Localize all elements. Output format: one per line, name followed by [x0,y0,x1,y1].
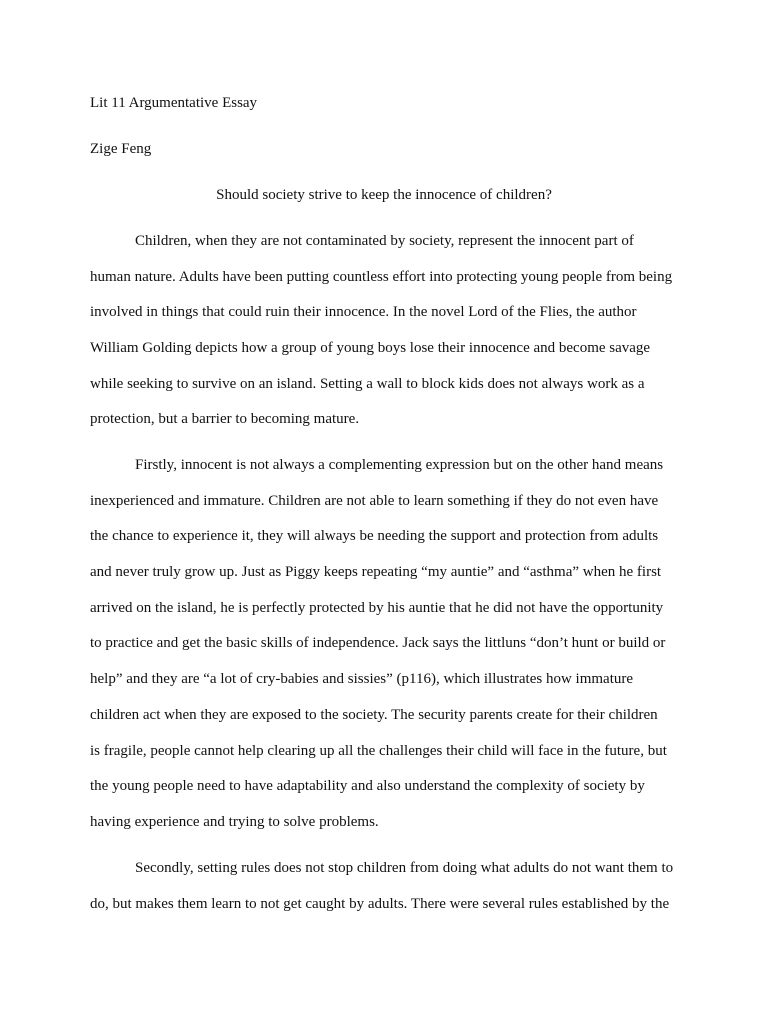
essay-title: Should society strive to keep the innocence of children? [216,187,552,203]
paragraph-line: to practice and get the basic skills of independence. Jack says the littluns “don’t hunt or build or [90,635,666,652]
paragraph-line: do, but makes them learn to not get caught by adults. There were several rules established by the [90,895,670,912]
paragraph-line: human nature. Adults have been putting countless effort into protecting young people from being [90,268,673,285]
paragraph-line: Firstly, innocent is not always a complementing expression but on the other hand means [135,457,664,473]
author-name: Zige Feng [90,141,152,157]
paragraph-2 [90,455,690,848]
paragraph-line: while seeking to survive on an island. Setting a wall to block kids does not always work as a [90,375,645,392]
paragraph-line: is fragile, people cannot help clearing up all the challenges their child will face in the future, but [90,742,667,759]
paragraph-line: protection, but a barrier to becoming mature. [90,411,360,428]
paragraph-line: having experience and trying to solve problems. [90,813,379,830]
paragraph-line: involved in things that could ruin their innocence. In the novel Lord of the Flies, the author [90,304,637,321]
paragraph-line: the chance to experience it, they will always be needing the support and protection from adults [90,528,659,545]
paragraph-line: children act when they are exposed to the society. The security parents create for their children [90,706,658,723]
paragraph-line: Children, when they are not contaminated by society, represent the innocent part of [135,233,634,249]
paragraph-line: inexperienced and immature. Children are not able to learn something if they do not even have [90,492,659,509]
paragraph-line: help” and they are “a lot of cry-babies and sissies” (p116), which illustrates how immature [90,671,634,688]
paragraph-line: Secondly, setting rules does not stop children from doing what adults do not want them to [135,860,674,876]
paragraph-line: and never truly grow up. Just as Piggy keeps repeating “my auntie” and “asthma” when he first [90,564,662,581]
paragraph-line: arrived on the island, he is perfectly protected by his auntie that he did not have the opportunity [90,599,664,616]
paragraph-3 [90,858,690,929]
paragraph-1 [90,231,690,445]
paragraph-line: William Golding depicts how a group of young boys lose their innocence and become savage [90,340,651,357]
paragraph-line: the young people need to have adaptability and also understand the complexity of society by [90,778,645,795]
course-heading: Lit 11 Argumentative Essay [90,95,258,111]
